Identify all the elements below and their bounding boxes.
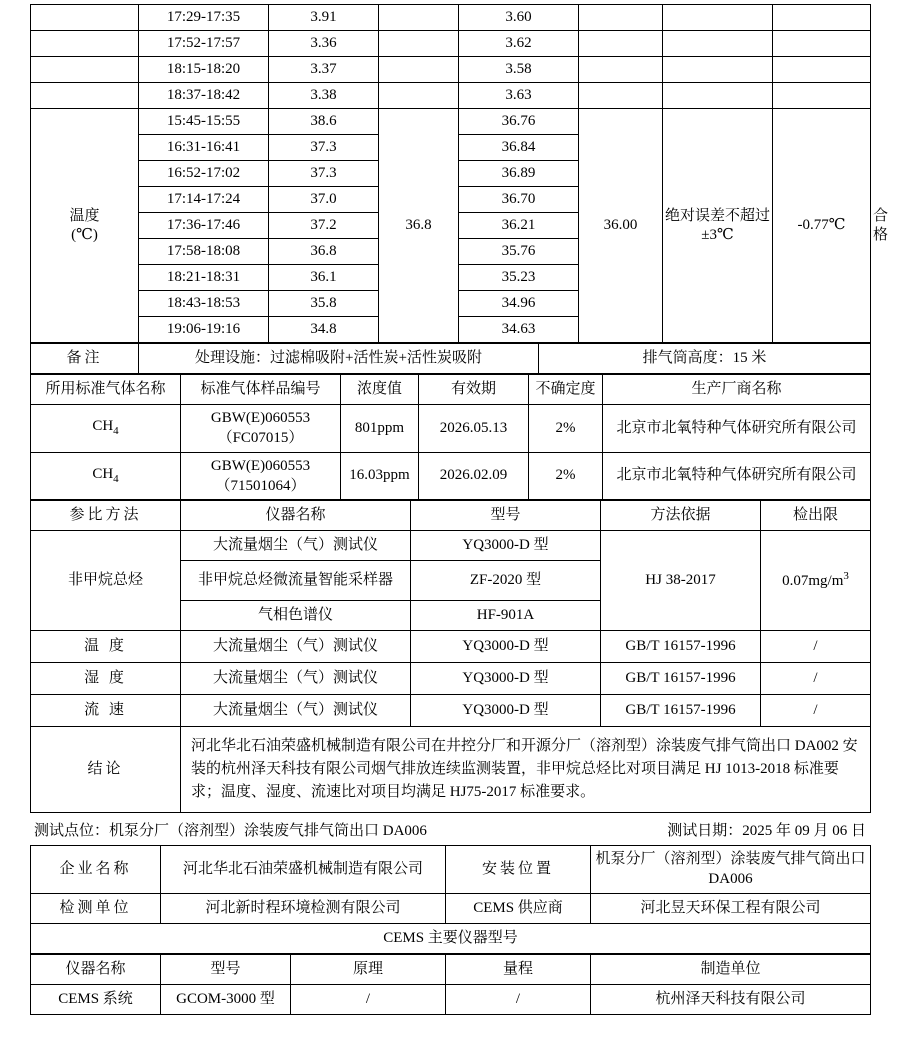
concentration: 16.03ppm <box>341 452 419 500</box>
time-cell: 16:31-16:41 <box>139 135 269 161</box>
detection-limit-sup: 3 <box>843 570 849 583</box>
standard-gas-row <box>31 452 871 500</box>
concentration: 801ppm <box>341 405 419 453</box>
test-point: 测试点位：机泵分厂（溶剂型）涂装废气排气筒出口 DA006 <box>34 823 427 839</box>
table-row <box>31 57 871 83</box>
sample-code-line2: （FC07015） <box>217 430 304 447</box>
remark-stack-height: 排气筒高度：15 米 <box>539 344 871 374</box>
header-uncertainty: 不确定度 <box>529 375 603 405</box>
company-row <box>31 846 871 894</box>
reference-avg-cell: 36.00 <box>579 109 663 343</box>
result-cell <box>773 57 871 83</box>
reference-cell: 36.21 <box>459 213 579 239</box>
standard-gas-row <box>31 405 871 453</box>
method-name: 非甲烷总烃 <box>31 531 181 631</box>
conclusion-label: 结论 <box>31 727 181 813</box>
time-cell: 19:06-19:16 <box>139 317 269 343</box>
measured-cell: 38.6 <box>269 109 379 135</box>
instrument-model: YQ3000-D 型 <box>411 695 601 727</box>
reference-cell: 3.60 <box>459 5 579 31</box>
method-basis: GB/T 16157-1996 <box>601 631 761 663</box>
instrument-row <box>31 984 871 1014</box>
conclusion-text: 河北华北石油荣盛机械制造有限公司在井控分厂和开源分厂（溶剂型）涂装废气排气筒出口 DA002 安装的杭州泽天科技有限公司烟气排放连续监测装置，非甲烷总烃比对项目满足 HJ 1013-2018 标准要求；温度、湿度、流速比对项目均满足 HJ75-2017 标准要求。 <box>181 727 871 813</box>
header-manufacturer: 制造单位 <box>591 954 871 984</box>
detection-limit: / <box>761 631 871 663</box>
header-range: 量程 <box>446 954 591 984</box>
time-cell: 17:52-17:57 <box>139 31 269 57</box>
time-cell: 16:52-17:02 <box>139 161 269 187</box>
measured-cell: 35.8 <box>269 291 379 317</box>
gas-name-base: CH <box>92 465 114 482</box>
reference-cell: 36.89 <box>459 161 579 187</box>
instrument-model: GCOM-3000 型 <box>161 984 291 1014</box>
instrument-name: 大流量烟尘（气）测试仪 <box>181 663 411 695</box>
time-cell: 17:29-17:35 <box>139 5 269 31</box>
instrument-name: 气相色谱仪 <box>181 601 411 631</box>
parameter-unit: (℃) <box>71 226 98 243</box>
method-name: 湿 度 <box>31 663 181 695</box>
sample-code-line2: （71501064） <box>215 477 306 494</box>
header-method: 参比方法 <box>31 501 181 531</box>
criteria-cell <box>663 83 773 109</box>
parameter-name: 温度 <box>69 207 100 224</box>
row-label-cell <box>31 31 139 57</box>
measured-avg-cell <box>379 5 459 31</box>
cems-supplier-value: 河北昱天环保工程有限公司 <box>591 893 871 923</box>
method-table <box>30 500 871 813</box>
table-row <box>31 31 871 57</box>
instrument-name: 大流量烟尘（气）测试仪 <box>181 531 411 561</box>
measured-cell: 3.91 <box>269 5 379 31</box>
remark-row <box>31 344 871 374</box>
manufacturer: 北京市北氧特种气体研究所有限公司 <box>603 452 871 500</box>
measured-avg-cell <box>379 31 459 57</box>
instrument-model: YQ3000-D 型 <box>411 663 601 695</box>
measured-cell: 3.37 <box>269 57 379 83</box>
reference-cell: 3.58 <box>459 57 579 83</box>
instrument-manufacturer: 杭州泽天科技有限公司 <box>591 984 871 1014</box>
measured-avg-cell: 36.8 <box>379 109 459 343</box>
testing-unit-value: 河北新时程环境检测有限公司 <box>161 893 446 923</box>
reference-avg-cell <box>579 57 663 83</box>
method-name: 温 度 <box>31 631 181 663</box>
header-principle: 原理 <box>291 954 446 984</box>
instrument-name: 大流量烟尘（气）测试仪 <box>181 631 411 663</box>
header-valid-until: 有效期 <box>419 375 529 405</box>
time-cell: 17:14-17:24 <box>139 187 269 213</box>
instrument-name: 大流量烟尘（气）测试仪 <box>181 695 411 727</box>
manufacturer: 北京市北氧特种气体研究所有限公司 <box>603 405 871 453</box>
instrument-model: ZF-2020 型 <box>411 561 601 601</box>
time-cell: 17:58-18:08 <box>139 239 269 265</box>
reference-avg-cell <box>579 5 663 31</box>
reference-cell: 36.84 <box>459 135 579 161</box>
temperature-table <box>30 4 889 343</box>
header-detection-limit: 检出限 <box>761 501 871 531</box>
measured-avg-cell <box>379 83 459 109</box>
reference-cell: 36.70 <box>459 187 579 213</box>
row-label-cell <box>31 83 139 109</box>
table-row: 温度 (℃) 15:45-15:55 38.6 36.8 36.76 36.00 绝对误差不超过±3℃ -0.77℃ 合格 <box>31 109 871 135</box>
result-cell <box>773 83 871 109</box>
result-cell <box>773 31 871 57</box>
method-row <box>31 531 871 561</box>
detection-limit: / <box>761 663 871 695</box>
conclusion-row <box>31 727 871 813</box>
location-value: 机泵分厂（溶剂型）涂装废气排气筒出口 DA006 <box>591 846 871 894</box>
uncertainty: 2% <box>529 405 603 453</box>
criteria-cell: 绝对误差不超过±3℃ <box>663 109 773 343</box>
measured-cell: 3.36 <box>269 31 379 57</box>
reference-cell: 36.76 <box>459 109 579 135</box>
reference-cell: 3.62 <box>459 31 579 57</box>
gas-name <box>31 405 181 453</box>
header-model: 型号 <box>161 954 291 984</box>
detection-limit <box>761 531 871 631</box>
detection-limit: / <box>761 695 871 727</box>
test-date: 测试日期：2025 年 09 月 06 日 <box>667 823 866 839</box>
reference-cell: 35.76 <box>459 239 579 265</box>
instrument-model-table <box>30 954 871 1015</box>
method-basis: GB/T 16157-1996 <box>601 695 761 727</box>
method-header <box>31 501 871 531</box>
table-row <box>31 83 871 109</box>
sample-code-line1: GBW(E)060553 <box>210 457 311 474</box>
measured-cell: 37.0 <box>269 187 379 213</box>
sample-code-line1: GBW(E)060553 <box>210 410 311 426</box>
instrument-header <box>31 954 871 984</box>
sample-code <box>181 452 341 500</box>
table-row <box>31 5 871 31</box>
criteria-cell <box>663 31 773 57</box>
header-gas-name: 所用标准气体名称 <box>31 375 181 405</box>
remark-label: 备注 <box>31 344 139 374</box>
measured-cell: 36.8 <box>269 239 379 265</box>
measured-cell: 34.8 <box>269 317 379 343</box>
gas-name <box>31 452 181 500</box>
reference-avg-cell <box>579 83 663 109</box>
reference-avg-cell <box>579 31 663 57</box>
remark-facility: 处理设施：过滤棉吸附+活性炭+活性炭吸附 <box>139 344 539 374</box>
reference-cell: 35.23 <box>459 265 579 291</box>
header-manufacturer: 生产厂商名称 <box>603 375 871 405</box>
time-cell: 15:45-15:55 <box>139 109 269 135</box>
method-basis: GB/T 16157-1996 <box>601 663 761 695</box>
site-date-line <box>30 813 870 845</box>
row-label-cell <box>31 57 139 83</box>
company-label: 企业名称 <box>31 846 161 894</box>
criteria-cell <box>663 5 773 31</box>
time-cell: 18:37-18:42 <box>139 83 269 109</box>
testing-unit-row <box>31 893 871 923</box>
gas-name-sub: 4 <box>113 425 119 438</box>
instrument-range: / <box>446 984 591 1014</box>
instrument-principle: / <box>291 984 446 1014</box>
sample-code <box>181 405 341 453</box>
time-cell: 18:21-18:31 <box>139 265 269 291</box>
instrument-name: 非甲烷总烃微流量智能采样器 <box>181 561 411 601</box>
testing-unit-label: 检测单位 <box>31 893 161 923</box>
instrument-name: CEMS 系统 <box>31 984 161 1014</box>
instrument-model: YQ3000-D 型 <box>411 531 601 561</box>
result-cell <box>773 5 871 31</box>
reference-cell: 3.63 <box>459 83 579 109</box>
uncertainty: 2% <box>529 452 603 500</box>
measured-avg-cell <box>379 57 459 83</box>
reference-cell: 34.96 <box>459 291 579 317</box>
instrument-model: YQ3000-D 型 <box>411 631 601 663</box>
parameter-label <box>31 109 139 343</box>
method-row <box>31 695 871 727</box>
gas-name-base: CH <box>92 418 114 435</box>
measured-cell: 3.38 <box>269 83 379 109</box>
detection-limit-base: 0.07mg/m <box>782 573 844 590</box>
method-basis: HJ 38-2017 <box>601 531 761 631</box>
header-instrument-name: 仪器名称 <box>181 501 411 531</box>
header-instrument-name: 仪器名称 <box>31 954 161 984</box>
time-cell: 18:15-18:20 <box>139 57 269 83</box>
result-value-cell: -0.77℃ <box>773 109 871 343</box>
main-instrument-title-row <box>31 923 871 953</box>
criteria-cell <box>663 57 773 83</box>
measured-cell: 37.3 <box>269 135 379 161</box>
time-cell: 18:43-18:53 <box>139 291 269 317</box>
valid-until: 2026.02.09 <box>419 452 529 500</box>
standard-gas-header <box>31 375 871 405</box>
measured-cell: 37.3 <box>269 161 379 187</box>
header-concentration: 浓度值 <box>341 375 419 405</box>
company-value: 河北华北石油荣盛机械制造有限公司 <box>161 846 446 894</box>
location-label: 安装位置 <box>446 846 591 894</box>
header-basis: 方法依据 <box>601 501 761 531</box>
time-cell: 17:36-17:46 <box>139 213 269 239</box>
measured-cell: 36.1 <box>269 265 379 291</box>
row-label-cell <box>31 5 139 31</box>
instrument-model: HF-901A <box>411 601 601 631</box>
method-row <box>31 631 871 663</box>
cems-supplier-label: CEMS 供应商 <box>446 893 591 923</box>
method-row <box>31 663 871 695</box>
info-table <box>30 845 871 954</box>
reference-cell: 34.63 <box>459 317 579 343</box>
valid-until: 2026.05.13 <box>419 405 529 453</box>
measured-cell: 37.2 <box>269 213 379 239</box>
standard-gas-table <box>30 374 871 500</box>
header-model: 型号 <box>411 501 601 531</box>
header-sample-code: 标准气体样品编号 <box>181 375 341 405</box>
main-instrument-title: CEMS 主要仪器型号 <box>31 923 871 953</box>
method-name: 流 速 <box>31 695 181 727</box>
gas-name-sub: 4 <box>113 472 119 485</box>
remark-table <box>30 343 871 374</box>
